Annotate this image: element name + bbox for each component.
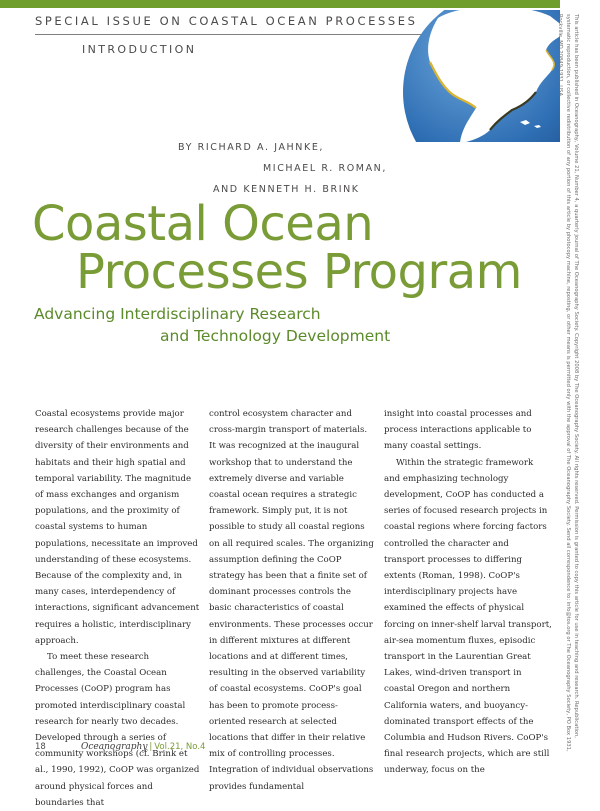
volume-issue: Vol.21, No.4 (154, 742, 206, 752)
footer-separator: | (149, 742, 153, 752)
article-subtitle (34, 303, 554, 347)
paragraph: Coastal ecosystems provide major research challenges because of the diversity of their environments and habitats and their high spatial and temporal variability. The magnitude of mass exchanges and organism populations, and the proximity of coastal systems to human populations, necessitate an improved understanding of these ecosystems. Because of the complexity and, in many cases, interdependency of interactions, significant advancement requires a holistic, interdisciplinary approach. (35, 409, 200, 646)
paragraph: insight into coastal processes and process interactions applicable to many coastal settings. (384, 409, 532, 452)
author-line-3: AND KENNETH H. BRINK (213, 184, 360, 195)
author-line-2: MICHAEL R. ROMAN, (263, 163, 387, 174)
title-line-2: Processes Program (76, 244, 522, 300)
paragraph: Within the strategic framework and emphasizing technology development, CoOP has conducted a series of focused research projects in coastal regions where forcing factors controlled the character and transport processes to differing extents (Roman, 1998). CoOP's interdisciplinary projects have examined the effects of physical forcing on inner-shelf larval transport, air-sea momentum fluxes, episodic transport in the Laurentian Great Lakes, wind-driven transport in coastal Oregon and northern California waters, and buoyancy-dominated transport effects of the Columbia and Hudson Rivers. CoOP's final research projects, which are still underway, focus on the (384, 457, 552, 776)
copyright-notice: This article has been published in Oceanography, Volume 21, Number 4, a quarterly journal of The Oceanography Society. Copyright 2008 by The Oceanography Society. All rights reserved. Permission is granted to copy this article for use in teaching and research. Republication, systematic reproduction, or collective redistribution of any portion of this article by photocopy machine, reposting, or other means is permitted only with the approval of The Oceanography Society. Send all correspondence to: info@tos.org or The Oceanography Society, PO Box 1931, Rockville, MD 20849-1931, USA. (557, 14, 579, 752)
body-column-2 (209, 406, 374, 795)
section-label: INTRODUCTION (82, 43, 197, 56)
special-issue-heading: SPECIAL ISSUE ON COASTAL OCEAN PROCESSES (35, 14, 418, 28)
paragraph: control ecosystem character and cross-margin transport of materials. It was recognized at the inaugural workshop that to understand the extremely diverse and variable coastal ocean requires a strategic framework. Simply put, it is not possible to study all coastal regions on all required scales. The organizing assumption defining the CoOP strategy has been that a finite set of dominant processes controls the basic characteristics of coastal environments. These processes occur in different mixtures at different locations and at different times, resulting in the observed variability of coastal ecosystems. CoOP's goal has been to promote process-oriented research at selected locations that differ in their relative mix of controlling processes. Integration of individual observations provides fundamental (209, 409, 374, 792)
subtitle-line-2: and Technology Development (160, 327, 391, 345)
globe-illustration (400, 10, 580, 142)
body-column-3 (384, 406, 552, 779)
top-color-rule (0, 0, 600, 8)
page-number: 18 (35, 742, 46, 752)
journal-name: Oceanography (81, 742, 148, 752)
subtitle-line-1: Advancing Interdisciplinary Research (34, 305, 321, 323)
author-line-1: BY RICHARD A. JAHNKE, (178, 142, 325, 153)
title-line-1: Coastal Ocean (32, 196, 374, 252)
paragraph: To meet these research challenges, the Coastal Ocean Processes (CoOP) program has promoted interdisciplinary coastal research for nearly two decades. Developed through a series of community workshops (cf. Brink et al., 1990, 1992), CoOP was organized around physical forces and boundaries that (35, 652, 200, 808)
article-title (24, 196, 564, 300)
author-byline (150, 137, 387, 200)
page-footer (35, 742, 335, 752)
